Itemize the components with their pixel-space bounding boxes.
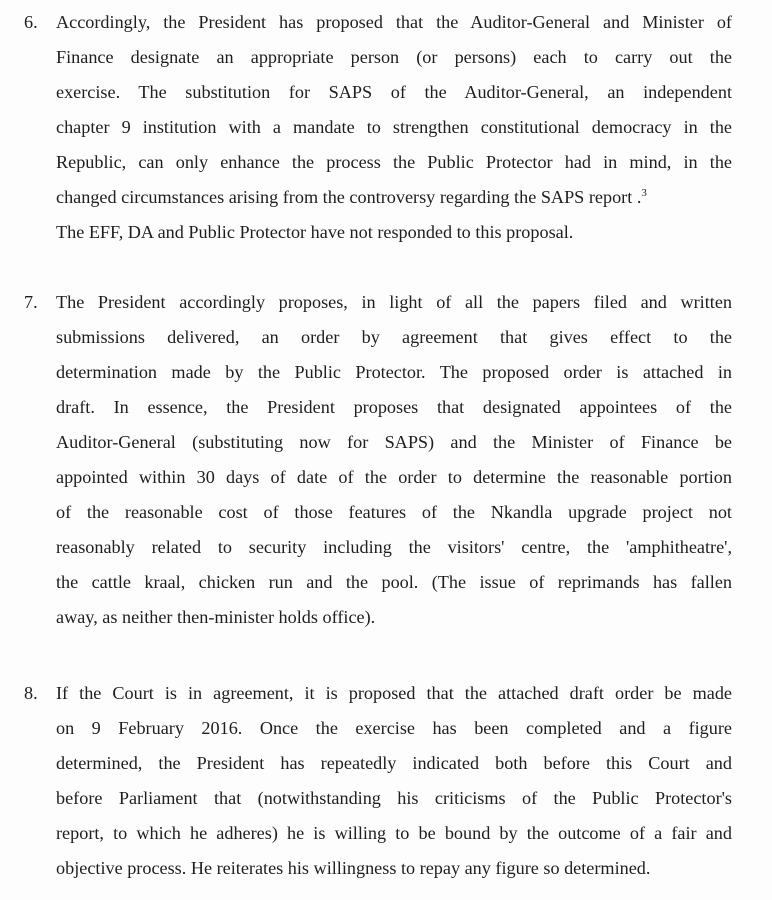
- paragraph-body: [56, 676, 732, 886]
- text-line: report, to which he adheres) he is willing to be bound by the outcome of a fair and: [56, 823, 732, 843]
- paragraph-number: 8.: [24, 683, 38, 703]
- text-line: draft. In essence, the President proposes that designated appointees of the: [56, 397, 732, 417]
- paragraph-number: 7.: [24, 292, 38, 312]
- text-line: The EFF, DA and Public Protector have not responded to this proposal.: [56, 222, 574, 242]
- text-line: determined, the President has repeatedly indicated both before this Court and: [56, 753, 732, 773]
- text-line: Republic, can only enhance the process the Public Protector had in mind, in the: [56, 152, 732, 172]
- text-line: exercise. The substitution for SAPS of the Auditor-General, an independent: [56, 82, 732, 102]
- text-line: submissions delivered, an order by agreement that gives effect to the: [56, 327, 732, 347]
- text-line: away, as neither then-minister holds office).: [56, 607, 376, 627]
- text-line: the cattle kraal, chicken run and the pool. (The issue of reprimands has fallen: [56, 572, 732, 592]
- text-line: chapter 9 institution with a mandate to strengthen constitutional democracy in the: [56, 117, 732, 137]
- text-line: Auditor-General (substituting now for SAPS) and the Minister of Finance be: [56, 432, 732, 452]
- text-line: Accordingly, the President has proposed that the Auditor-General and Minister of: [56, 12, 732, 32]
- paragraph-body: [56, 5, 732, 250]
- text-line: of the reasonable cost of those features of the Nkandla upgrade project not: [56, 502, 732, 522]
- text-line: Finance designate an appropriate person (or persons) each to carry out the: [56, 47, 732, 67]
- text-line: The President accordingly proposes, in light of all the papers filed and written: [56, 292, 732, 312]
- text-line: reasonably related to security including the visitors' centre, the 'amphitheatre',: [56, 537, 732, 557]
- text-line: objective process. He reiterates his willingness to repay any figure so determined.: [56, 858, 651, 878]
- text-line: changed circumstances arising from the controversy regarding the SAPS report .: [56, 187, 642, 207]
- text-line: on 9 February 2016. Once the exercise has been completed and a figure: [56, 718, 732, 738]
- text-line: determination made by the Public Protector. The proposed order is attached in: [56, 362, 732, 382]
- text-line: appointed within 30 days of date of the order to determine the reasonable portion: [56, 467, 732, 487]
- paragraph-number: 6.: [24, 12, 38, 32]
- footnote-marker[interactable]: 3: [641, 186, 647, 199]
- text-line: before Parliament that (notwithstanding his criticisms of the Public Protector's: [56, 788, 732, 808]
- text-line: If the Court is in agreement, it is proposed that the attached draft order be made: [56, 683, 732, 703]
- paragraph-body: [56, 285, 732, 635]
- text-line-with-footnote: [56, 180, 732, 215]
